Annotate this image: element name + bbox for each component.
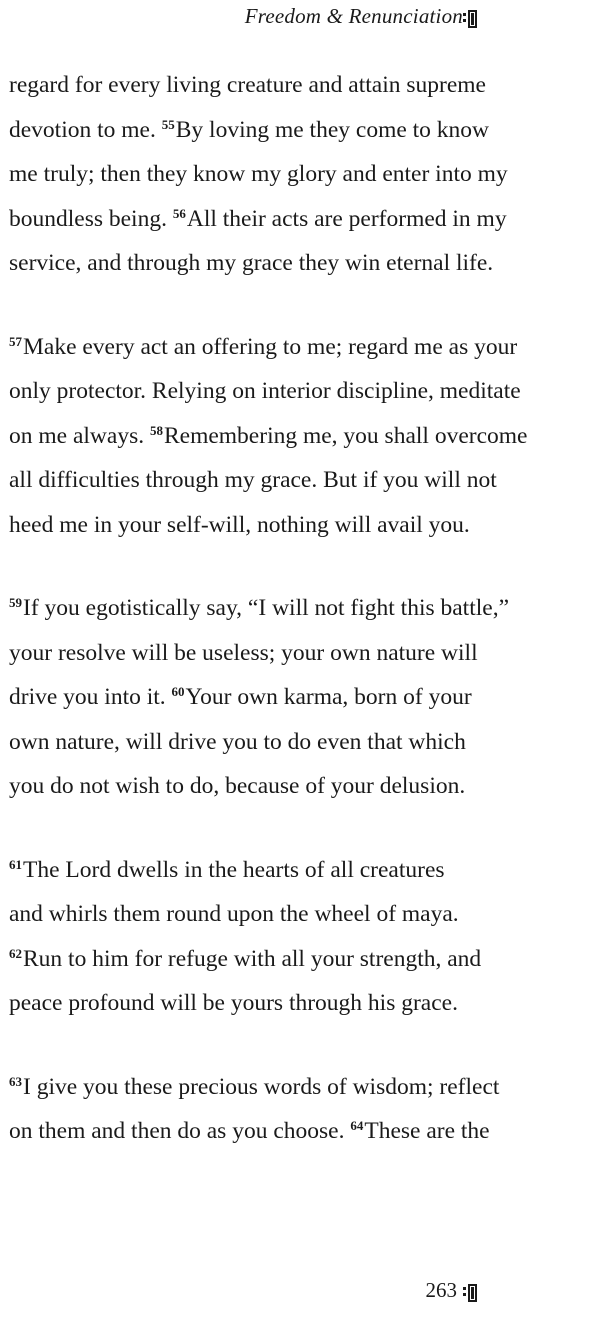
text-line <box>9 63 594 108</box>
text-line <box>9 764 594 809</box>
paragraph <box>9 848 594 1026</box>
text-run: you do not wish to do, because of your delusion. <box>9 773 466 799</box>
text-run: All their acts are performed in my <box>186 205 507 232</box>
text-line <box>9 631 594 676</box>
text-run: service, and through my grace they win eternal life. <box>9 250 494 276</box>
text-run: If you egotistically say, “I will not fight this battle,” <box>23 595 509 621</box>
text-run: own nature, will drive you to do even that which <box>9 728 466 755</box>
text-run: These are the <box>364 1118 490 1144</box>
text-run: boundless being. <box>9 205 173 232</box>
text-line <box>9 325 594 370</box>
verse-number: 55 <box>161 116 175 132</box>
text-run: regard for every living creature and attain supreme <box>9 72 486 98</box>
text-line <box>9 848 594 893</box>
text-line <box>9 458 594 503</box>
verse-number: 61 <box>9 856 22 872</box>
text-line <box>9 414 594 459</box>
text-line <box>9 937 594 982</box>
text-line <box>9 892 594 937</box>
text-run: I give you these precious words of wisdom; reflect <box>23 1073 500 1100</box>
verse-number: 60 <box>171 684 185 699</box>
text-line <box>9 981 594 1026</box>
text-run: Your own karma, born of your <box>185 684 472 710</box>
text-run: and whirls them round upon the wheel of maya. <box>9 901 459 927</box>
text-line <box>9 152 594 197</box>
text-run: only protector. Relying on interior discipline, meditate <box>9 378 521 404</box>
page-footer <box>0 1276 600 1306</box>
verse-number: 59 <box>9 595 22 610</box>
paragraph <box>9 325 594 548</box>
text-line <box>9 1065 594 1110</box>
text-line <box>9 369 594 414</box>
page-body <box>9 63 594 1193</box>
text-run: all difficulties through my grace. But if you will not <box>9 467 497 493</box>
text-run: heed me in your self-will, nothing will avail you. <box>9 511 470 538</box>
text-run: your resolve will be useless; your own nature will <box>9 639 478 666</box>
text-run: peace profound will be yours through his grace. <box>9 990 458 1016</box>
text-run: Make every act an offering to me; regard me as your <box>23 333 518 360</box>
text-run: Remembering me, you shall overcome <box>163 422 528 449</box>
text-run: Run to him for refuge with all your strength, and <box>23 945 482 972</box>
text-line <box>9 586 594 631</box>
ornament-icon <box>463 1283 477 1300</box>
text-run: me truly; then they know my glory and enter into my <box>9 161 508 187</box>
text-run: on me always. <box>9 422 150 449</box>
paragraph <box>9 1065 594 1154</box>
verse-number: 63 <box>9 1073 22 1089</box>
ornament-icon <box>463 9 477 26</box>
text-run: on them and then do as you choose. <box>9 1118 351 1144</box>
text-run: By loving me they come to know <box>175 116 490 143</box>
verse-number: 57 <box>9 333 22 349</box>
paragraph <box>9 63 594 286</box>
running-title: Freedom & Renunciation <box>244 4 463 28</box>
verse-number: 56 <box>172 205 186 221</box>
page-number: 263 <box>425 1278 457 1302</box>
paragraph <box>9 586 594 809</box>
text-line <box>9 197 594 242</box>
text-line <box>9 108 594 153</box>
text-run: drive you into it. <box>9 684 172 710</box>
running-header <box>0 2 600 32</box>
verse-number: 62 <box>9 945 22 961</box>
verse-number: 58 <box>149 422 163 438</box>
text-line <box>9 720 594 765</box>
text-run: The Lord dwells in the hearts of all creatures <box>23 856 445 883</box>
text-line <box>9 241 594 286</box>
text-line <box>9 675 594 720</box>
text-line <box>9 503 594 548</box>
text-line <box>9 1109 594 1154</box>
verse-number: 64 <box>350 1118 364 1133</box>
text-run: devotion to me. <box>9 116 162 143</box>
